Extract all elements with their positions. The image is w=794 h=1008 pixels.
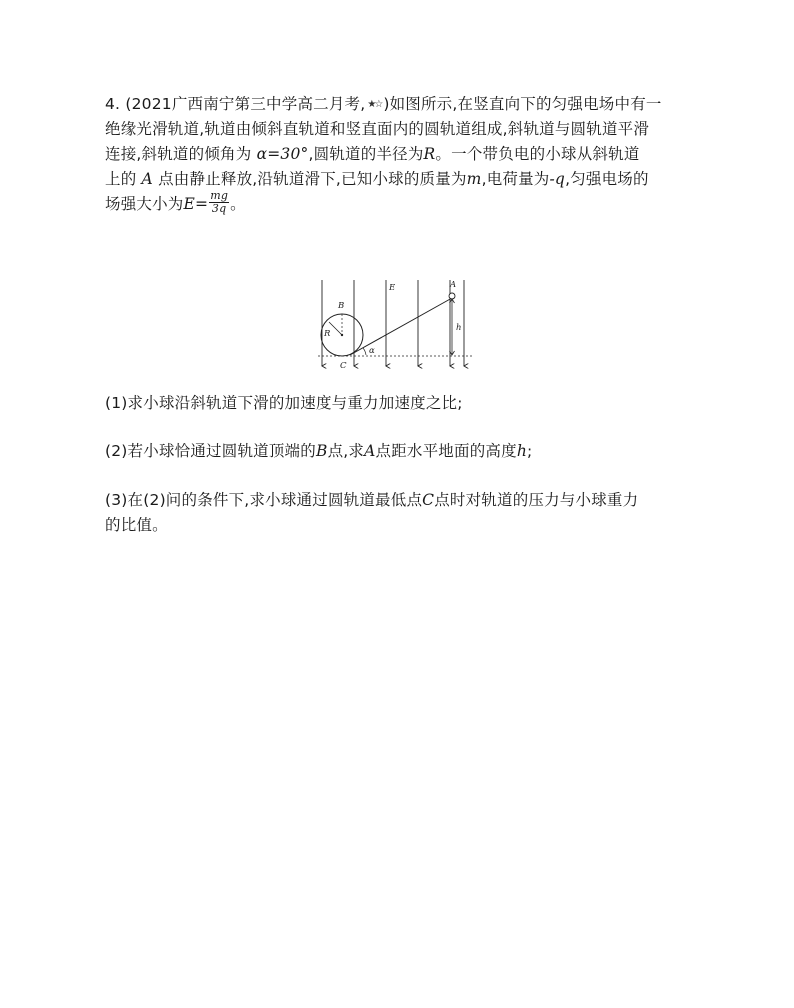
ball <box>449 293 455 299</box>
label-e: E <box>389 283 396 293</box>
problem-statement <box>105 92 705 222</box>
angle-arc <box>363 348 366 355</box>
question-2: (2)若小球恰通过圆轨道顶端的B点,求A点距水平地面的高度h; <box>105 442 533 460</box>
problem-line-5: 场强大小为E= $\frac{mg}{3q}$ 。 <box>105 189 246 215</box>
label-a: A <box>450 280 457 290</box>
problem-text: 如图所示,在竖直向下的匀强电场中有一 <box>389 95 662 113</box>
track-diagram <box>312 278 472 374</box>
incline-track <box>350 298 452 355</box>
difficulty-star-icon: ★☆ <box>367 99 382 110</box>
label-c: C <box>340 361 347 371</box>
label-alpha: α <box>369 346 375 356</box>
problem-line-2: 绝缘光滑轨道,轨道由倾斜直轨道和竖直面内的圆轨道组成,斜轨道与圆轨道平滑 <box>105 120 650 138</box>
problem-number: 4. <box>105 95 121 113</box>
problem-line-3: 连接,斜轨道的倾角为 α=30°,圆轨道的半径为R。一个带负电的小球从斜轨道 <box>105 145 640 163</box>
label-h: h <box>456 323 462 333</box>
question-1: (1)求小球沿斜轨道下滑的加速度与重力加速度之比; <box>105 394 463 412</box>
question-3: (3)在(2)问的条件下,求小球通过圆轨道最低点C点时对轨道的压力与小球重力 的比值。 <box>105 491 639 534</box>
angle-value: α=30° <box>256 145 309 163</box>
problem-line-1: 4. (2021广西南宁第三中学高二月考, ★☆ )如图所示,在竖直向下的匀强电场中有一 <box>105 92 705 117</box>
problem-source: (2021广西南宁第三中学高二月考, <box>125 95 366 113</box>
label-r: R <box>324 329 331 339</box>
field-strength-fraction: $\frac{mg}{3q}$ <box>210 189 229 215</box>
label-b: B <box>338 301 345 311</box>
radius-line <box>329 322 342 335</box>
problem-line-4: 上的 A 点由静止释放,沿轨道滑下,已知小球的质量为m,电荷量为-q,匀强电场的 <box>105 170 649 188</box>
